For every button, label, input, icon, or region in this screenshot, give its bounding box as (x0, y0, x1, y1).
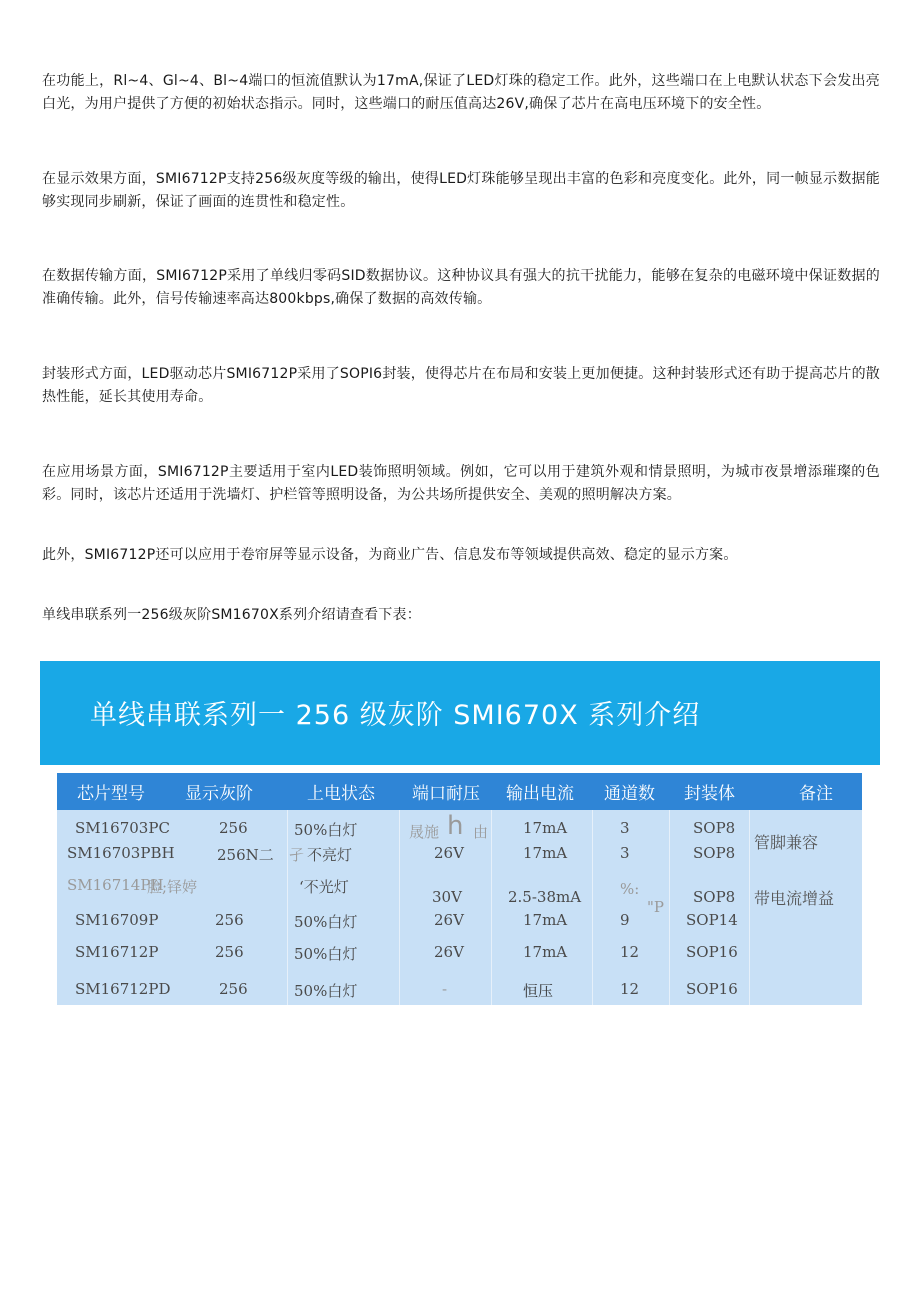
header-channels: 通道数 (604, 784, 655, 804)
table-header (57, 773, 862, 810)
cell-power: 50%白灯 (294, 913, 358, 931)
cell-current: 恒压 (523, 982, 554, 1000)
paragraph-package: 封装形式方面，LED驱动芯片SMI6712P采用了SOPI6封装，使得芯片在布局和安装上更加便捷。这种封装形式还有助于提高芯片的散热性能，延长其使用寿命。 (42, 366, 880, 405)
cell-current: 17mA (523, 819, 568, 837)
cell-voltage: 晟施 (409, 823, 440, 841)
cell-package: SOP16 (686, 980, 738, 998)
header-voltage: 端口耐压 (412, 784, 480, 804)
cell-model: SM16709P (75, 911, 159, 929)
cell-model: SM16703PBH (67, 844, 175, 862)
cell-current: 2.5-38mA (508, 888, 582, 906)
cell-gray: 256 (215, 911, 244, 929)
cell-power: 50%白灯 (294, 945, 358, 963)
cell-channels: 12 (620, 980, 640, 998)
cell-channels: 3 (620, 844, 630, 862)
cell-power: 不亮灯 (307, 846, 353, 864)
cell-current: 17mA (523, 844, 568, 862)
cell-channels: 3 (620, 819, 630, 837)
cell-package: SOP8 (693, 819, 736, 837)
cell-gray: 256 (219, 980, 248, 998)
cell-model: SM16714PH (67, 876, 164, 894)
cell-channels: 12 (620, 943, 640, 961)
cell-voltage-extra: h (447, 811, 464, 841)
cell-voltage: 26V (434, 844, 464, 862)
cell-gray: 256 (219, 819, 248, 837)
cell-note: 管脚兼容 (754, 833, 819, 852)
series-banner (40, 661, 880, 765)
cell-gray: 256 (215, 943, 244, 961)
header-package: 封装体 (684, 784, 735, 804)
cell-power: 50%白灯 (294, 982, 358, 1000)
cell-voltage-extra2: 由 (473, 823, 489, 841)
cell-model: SM16712PD (75, 980, 171, 998)
cell-package: SOP8 (693, 844, 736, 862)
cell-model-extra: 脸;铎婷 (147, 878, 198, 896)
cell-channels: 9 (620, 911, 630, 929)
paragraph-data-transfer: 在数据传输方面，SMI6712P采用了单线归零码SID数据协议。这种协议具有强大的抗干扰能力，能够在复杂的电磁环境中保证数据的准确传输。此外，信号传输速率高达800kbps,确保了数据的高效传输。 (42, 268, 880, 307)
header-note: 备注 (799, 784, 833, 804)
header-current: 输出电流 (506, 784, 574, 804)
cell-gray: 256N二 (217, 846, 274, 864)
cell-voltage: 26V (434, 943, 464, 961)
cell-voltage: 26V (434, 911, 464, 929)
paragraph-application: 在应用场景方面，SMI6712P主要适用于室内LED装饰照明领域。例如，它可以用于建筑外观和情景照明，为城市夜景增添璀璨的色彩。同时，该芯片还适用于洗墙灯、护栏管等照明设备，为公共场所提供安全、美观的照明解决方案。 (42, 464, 880, 503)
cell-model: SM16712P (75, 943, 159, 961)
header-power: 上电状态 (307, 784, 375, 804)
cell-channels-extra: "P (647, 898, 664, 916)
cell-power: ‘不光灯 (299, 878, 349, 896)
paragraph-table-intro: 单线串联系列一256级灰阶SM1670X系列介绍请查看下表： (42, 607, 421, 623)
cell-voltage: - (442, 980, 448, 998)
cell-package: SOP14 (686, 911, 738, 929)
header-gray: 显示灰阶 (185, 784, 253, 804)
cell-power: 50%白灯 (294, 821, 358, 839)
cell-current: 17mA (523, 943, 568, 961)
cell-power-prefix: 孑 (289, 846, 305, 864)
paragraph-display-devices: 此外，SMI6712P还可以应用于卷帘屏等显示设备，为商业广告、信息发布等领域提供高效、稳定的显示方案。 (42, 547, 738, 563)
banner-title: 单线串联系列一 256 级灰阶 SMI670X 系列介绍 (90, 700, 701, 731)
cell-model: SM16703PC (75, 819, 170, 837)
cell-note: 带电流增益 (754, 889, 835, 908)
cell-package: SOP8 (693, 888, 736, 906)
cell-package: SOP16 (686, 943, 738, 961)
spec-table (57, 773, 862, 1005)
cell-channels: %: (620, 880, 640, 898)
cell-current: 17mA (523, 911, 568, 929)
header-model: 芯片型号 (77, 784, 145, 804)
cell-voltage: 30V (432, 888, 462, 906)
paragraph-function: 在功能上，Rl~4、Gl~4、Bl~4端口的恒流值默认为17mA,保证了LED灯珠的稳定工作。此外，这些端口在上电默认状态下会发出亮白光，为用户提供了方便的初始状态指示。同时，这些端口的耐压值高达26V,确保了芯片在高电压环境下的安全性。 (42, 73, 880, 112)
paragraph-display: 在显示效果方面，SMI6712P支持256级灰度等级的输出，使得LED灯珠能够呈现出丰富的色彩和亮度变化。此外，同一帧显示数据能够实现同步刷新，保证了画面的连贯性和稳定性。 (42, 171, 880, 210)
